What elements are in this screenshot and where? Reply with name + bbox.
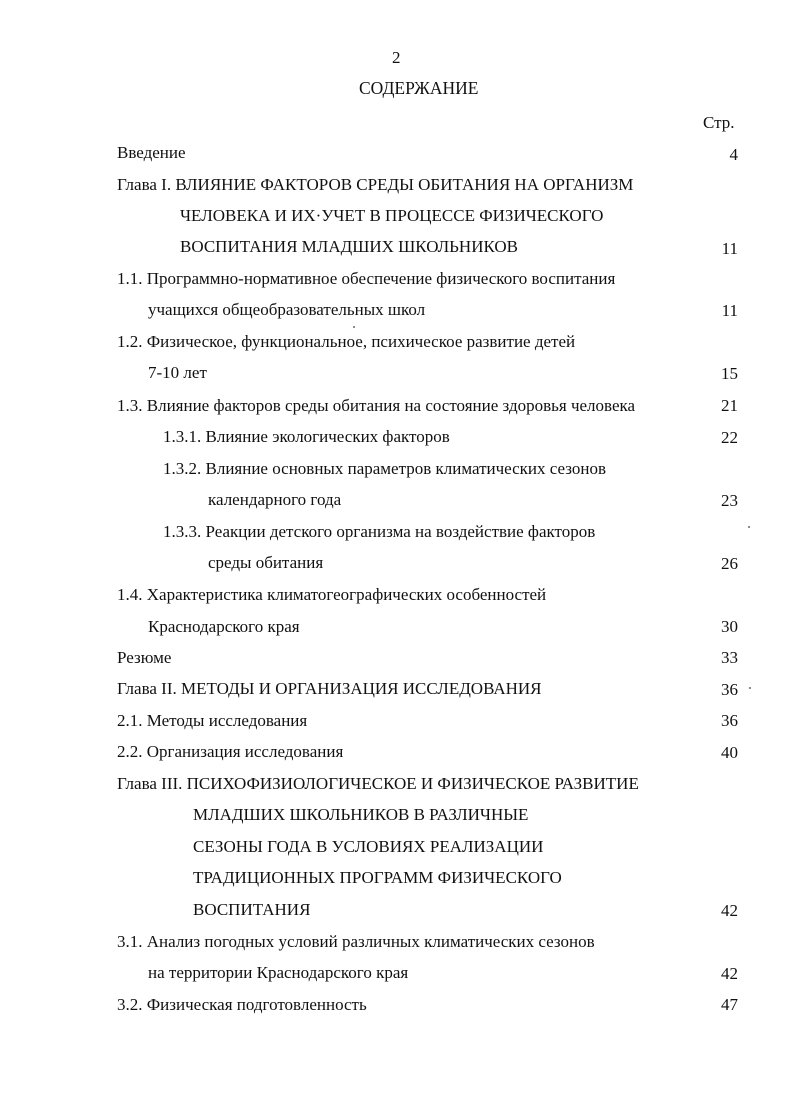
toc-page-number: 36: [721, 680, 738, 699]
toc-line: 1.2. Физическое, функциональное, психическое развитие детей: [117, 332, 576, 351]
toc-page-number: 42: [721, 901, 738, 920]
toc-page-number: 30: [721, 617, 738, 636]
scan-speck: [748, 526, 750, 528]
toc-line: среды обитания: [208, 553, 324, 572]
toc-line: 7-10 лет: [148, 363, 207, 382]
toc-page-number: 15: [721, 364, 738, 383]
scan-speck: [749, 687, 751, 689]
toc-line: Глава III. ПСИХОФИЗИОЛОГИЧЕСКОЕ И ФИЗИЧЕСКОЕ РАЗВИТИЕ: [117, 774, 639, 793]
toc-line: 3.1. Анализ погодных условий различных климатических сезонов: [117, 932, 595, 951]
toc-line: ВОСПИТАНИЯ: [193, 900, 311, 919]
toc-line: 2.2. Организация исследования: [117, 742, 344, 761]
toc-line: 1.4. Характеристика климатогеографических особенностей: [117, 585, 547, 604]
page-column-header: Стр.: [703, 113, 735, 132]
toc-page-number: 40: [721, 743, 738, 762]
toc-line: Глава I. ВЛИЯНИЕ ФАКТОРОВ СРЕДЫ ОБИТАНИЯ НА ОРГАНИЗМ: [117, 175, 634, 194]
toc-line: ВОСПИТАНИЯ МЛАДШИХ ШКОЛЬНИКОВ: [180, 237, 519, 256]
toc-line: 1.1. Программно-нормативное обеспечение физического воспитания: [117, 269, 616, 288]
toc-page-number: 11: [721, 301, 738, 320]
toc-line: Введение: [117, 143, 186, 162]
toc-page-number: 22: [721, 428, 738, 447]
toc-page-number: 21: [721, 396, 738, 415]
toc-line: 1.3.3. Реакции детского организма на воздействие факторов: [163, 522, 596, 541]
toc-page-number: 11: [721, 239, 738, 258]
page-number: 2: [392, 48, 401, 67]
toc-line: Резюме: [117, 648, 172, 667]
toc-page-number: 26: [721, 554, 738, 573]
toc-line: 1.3. Влияние факторов среды обитания на состояние здоровья человека: [117, 396, 636, 415]
toc-page-number: 47: [721, 995, 738, 1014]
toc-page-number: 33: [721, 648, 738, 667]
toc-page-number: 36: [721, 711, 738, 730]
toc-line: 3.2. Физическая подготовленность: [117, 995, 367, 1014]
toc-page-number: 23: [721, 491, 738, 510]
toc-line: СЕЗОНЫ ГОДА В УСЛОВИЯХ РЕАЛИЗАЦИИ: [193, 837, 544, 856]
toc-page-number: 4: [729, 145, 738, 164]
toc-line: Краснодарского края: [148, 617, 300, 636]
toc-line: учащихся общеобразовательных школ: [148, 300, 426, 319]
toc-line: МЛАДШИХ ШКОЛЬНИКОВ В РАЗЛИЧНЫЕ: [193, 805, 529, 824]
toc-line: ТРАДИЦИОННЫХ ПРОГРАММ ФИЗИЧЕСКОГО: [193, 868, 562, 887]
toc-page-number: 42: [721, 964, 738, 983]
toc-line: календарного года: [208, 490, 342, 509]
toc-line: 1.3.1. Влияние экологических факторов: [163, 427, 450, 446]
toc-line: 2.1. Методы исследования: [117, 711, 308, 730]
page-title: СОДЕРЖАНИЕ: [359, 78, 479, 98]
toc-line: Глава II. МЕТОДЫ И ОРГАНИЗАЦИЯ ИССЛЕДОВАНИЯ: [117, 679, 542, 698]
toc-line: 1.3.2. Влияние основных параметров климатических сезонов: [163, 459, 607, 478]
scan-speck: [353, 326, 355, 328]
toc-line: на территории Краснодарского края: [148, 963, 409, 982]
toc-line: ЧЕЛОВЕКА И ИХ·УЧЕТ В ПРОЦЕССЕ ФИЗИЧЕСКОГО: [180, 206, 604, 225]
